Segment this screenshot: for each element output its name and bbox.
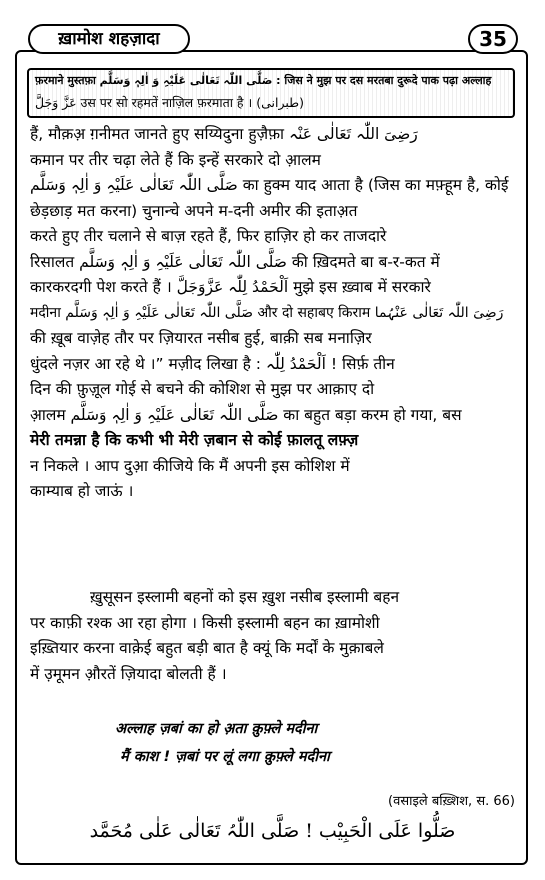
text-line: मदीना صَلَّى اللّٰہ تَعَالٰی عَلَیْہِ وَ اٰلِہٖ وَسَلَّم और दो सहाबए किराम رَضِیَ اللّٰہ تَعَالٰی عَنْہُما: [30, 304, 504, 321]
text-line: की ख़ूब वाज़ेह तौर पर ज़ियारत नसीब हुई, बाक़ी सब मनाज़िर: [30, 329, 372, 347]
hadith-box: [27, 68, 515, 118]
hadith-line-2: عَزَّ وَجَلَّ उस पर सो रहमतें नाज़िल फ़रमाता है । (طبرانی): [35, 95, 305, 110]
source-citation: (वसाइले बख़्शिश, स. 66): [388, 794, 515, 809]
text-line: में उ़मूमन औ़रतें ज़ियादा बोलती हैं ।: [30, 664, 227, 683]
text-line: ख़ुसूसन इस्लामी बहनों को इस ख़ुश नसीब इस्लामी बहन: [90, 588, 400, 606]
text-line: न निकले । आप दुआ़ कीजिये कि मैं अपनी इस कोशिश में: [30, 456, 350, 475]
text-line: दिन की फ़ुज़ूल गोई से बचने की कोशिश से मुझ पर आक़ाए दो: [30, 380, 375, 398]
verse-line-2: मैं काश ! ज़बां पर लूं लगा क़ुफ़्ले मदीना: [120, 749, 330, 765]
page-number: 35: [468, 24, 518, 54]
text-line: आ़लम صَلَّى اللّٰہ تَعَالٰی عَلَیْہِ وَ اٰلِہٖ وَسَلَّم का बहुत बड़ा करम हो गया, बस: [30, 405, 462, 424]
text-line: हैं, मौक़अ़ ग़नीमत जानते हुए सय्यिदुना हुज़ैफ़ा رَضِیَ اللّٰہ تَعَالٰی عَنْہ: [30, 125, 418, 143]
verse-line-1: अल्लाह ज़बां का हो अ़ता क़ुफ़्ले मदीना: [115, 721, 318, 737]
text-line: छेड़छाड़ मत करना) चुनान्चे अपने म-दनी अमीर की इताअ़त: [30, 201, 358, 220]
hadith-line-1: फ़रमाने मुस्तफ़ा صَلَّى اللّٰہ تَعَالٰی عَلَیْہِ وَ اٰلِہٖ وَسَلَّم : जिस ने मुझ पर दस मरतबा दुरूदे पाक पढ़ा अल्लाह: [35, 74, 492, 87]
text-line: कमान पर तीर चढ़ा लेते हैं कि इन्हें सरकारे दो आ़लम: [30, 150, 321, 169]
text-line: रिसालत صَلَّى اللّٰہ تَعَالٰی عَلَیْہِ وَ اٰلِہٖ وَسَلَّم की ख़िदमते बा ब-र-कत में: [30, 252, 440, 271]
durood-line: صَلُّوا عَلَی الْحَبِیْب ! صَلَّی اللّٰہُ تَعَالٰی عَلٰی مُحَمَّد: [89, 820, 456, 842]
text-line: मेरी तमन्ना है कि कभी भी मेरी ज़बान से कोई फ़ालतू लफ़्ज़: [30, 431, 359, 449]
book-title: ख़ामोश शहज़ादा: [28, 24, 190, 54]
text-line: पर काफ़ी रश्क आ रहा होगा । किसी इस्लामी बहन का ख़ामोशी: [30, 613, 380, 632]
text-line: धुंदले नज़र आ रहे थे ।” मज़ीद लिखा है : اَلْحَمْدُ لِلّٰہ ! सिर्फ़ तीन: [30, 354, 395, 373]
text-line: काम्याब हो जाऊं ।: [30, 482, 134, 500]
text-line: इख़्तियार करना वाक़ेई बहुत बड़ी बात है क्यूं कि मर्दों के मुक़ाबले: [30, 639, 384, 657]
text-line: صَلَّى اللّٰہ تَعَالٰی عَلَیْہِ وَ اٰلِہٖ وَسَلَّم का हुक्म याद आता है (जिस का मफ़्हूम है, कोई: [30, 176, 509, 194]
text-line: कारकरदगी पेश करते हैं । اَلْحَمْدُ لِلّٰہ عَزَّوَجَلَّ मुझे इस ख़्वाब में सरकारे: [30, 278, 431, 296]
text-line: करते हुए तीर चलाने से बाज़ रहते हैं, फिर हाज़िर हो कर ताजदारे: [30, 227, 387, 245]
